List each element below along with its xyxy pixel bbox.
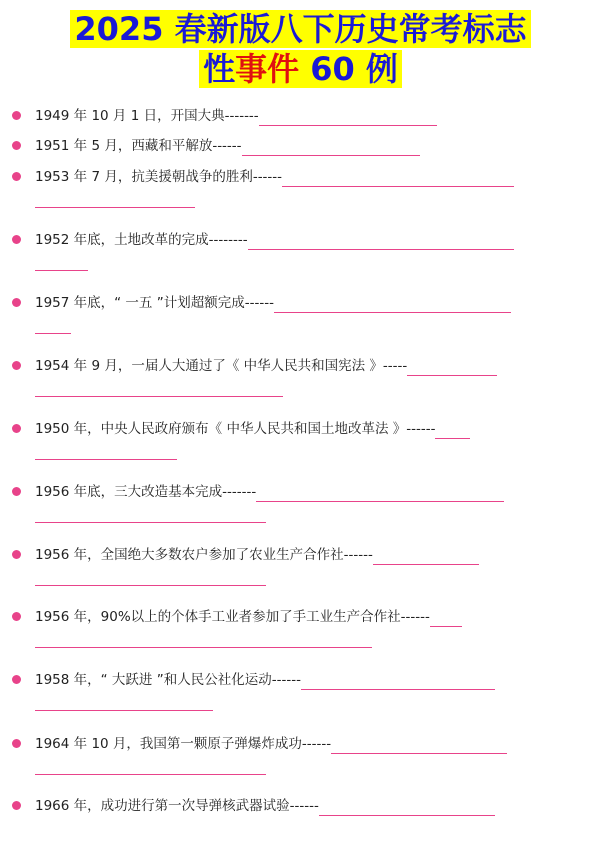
answer-blank[interactable] [274, 294, 511, 313]
item-text: 1950 年，中央人民政府颁布《 中华人民共和国土地改革法 》------ [35, 421, 436, 437]
bullet-icon [12, 141, 21, 150]
bullet-icon [12, 361, 21, 370]
bullet-icon [12, 487, 21, 496]
item-text: 1953 年 7 月，抗美援朝战争的胜利------ [35, 169, 283, 185]
answer-blank[interactable] [430, 608, 462, 627]
bullet-icon [12, 612, 21, 621]
item-text: 1956 年底，三大改造基本完成------- [35, 484, 257, 500]
bullet-icon [12, 298, 21, 307]
item-text: 1957 年底，“ 一五 ”计划超额完成------ [35, 295, 274, 311]
item-text: 1949 年 10 月 1 日，开国大典------- [35, 108, 259, 124]
title-line-2-part-a: 性 [203, 50, 236, 88]
answer-blank[interactable] [407, 357, 497, 376]
bullet-icon [12, 801, 21, 810]
item-text: 1964 年 10 月，我国第一颗原子弹爆炸成功------ [35, 736, 332, 752]
answer-blank[interactable] [301, 671, 495, 690]
item-text: 1956 年，全国绝大多数农户参加了农业生产合作社------ [35, 547, 373, 563]
bullet-icon [12, 675, 21, 684]
answer-blank[interactable] [319, 797, 495, 816]
bullet-icon [12, 424, 21, 433]
title-line-2-part-c: 60 例 [299, 50, 398, 88]
title-line-2-part-b: 事件 [235, 50, 300, 88]
title-line-2 [199, 50, 402, 88]
answer-blank-continued[interactable] [35, 756, 266, 775]
answer-blank-continued[interactable] [35, 189, 195, 208]
bullet-icon [12, 111, 21, 120]
item-text: 1956 年，90%以上的个体手工业者参加了手工业生产合作社------ [35, 609, 430, 625]
item-text: 1952 年底，土地改革的完成-------- [35, 232, 248, 248]
answer-blank[interactable] [331, 735, 507, 754]
item-text: 1954 年 9 月，一届人大通过了《 中华人民共和国宪法 》----- [35, 358, 408, 374]
bullet-icon [12, 235, 21, 244]
item-text: 1951 年 5 月，西藏和平解放------ [35, 138, 242, 154]
bullet-icon [12, 550, 21, 559]
answer-blank-continued[interactable] [35, 252, 88, 271]
answer-blank-continued[interactable] [35, 378, 283, 397]
answer-blank[interactable] [242, 137, 420, 156]
answer-blank-continued[interactable] [35, 567, 266, 586]
answer-blank[interactable] [256, 483, 504, 502]
answer-blank-continued[interactable] [35, 315, 71, 334]
answer-blank[interactable] [259, 107, 437, 126]
answer-blank[interactable] [282, 168, 514, 187]
bullet-icon [12, 739, 21, 748]
item-text: 1958 年，“ 大跃进 ”和人民公社化运动------ [35, 672, 301, 688]
answer-blank[interactable] [435, 420, 470, 439]
answer-blank[interactable] [373, 546, 479, 565]
bullet-icon [12, 172, 21, 181]
title-line-1: 2025 春新版八下历史常考标志 [70, 10, 530, 48]
title-block [0, 0, 601, 88]
answer-blank[interactable] [248, 231, 514, 250]
answer-blank-continued[interactable] [35, 692, 213, 711]
answer-blank-continued[interactable] [35, 504, 266, 523]
answer-blank-continued[interactable] [35, 629, 372, 648]
item-text: 1966 年，成功进行第一次导弹核武器试验------ [35, 798, 319, 814]
answer-blank-continued[interactable] [35, 441, 177, 460]
